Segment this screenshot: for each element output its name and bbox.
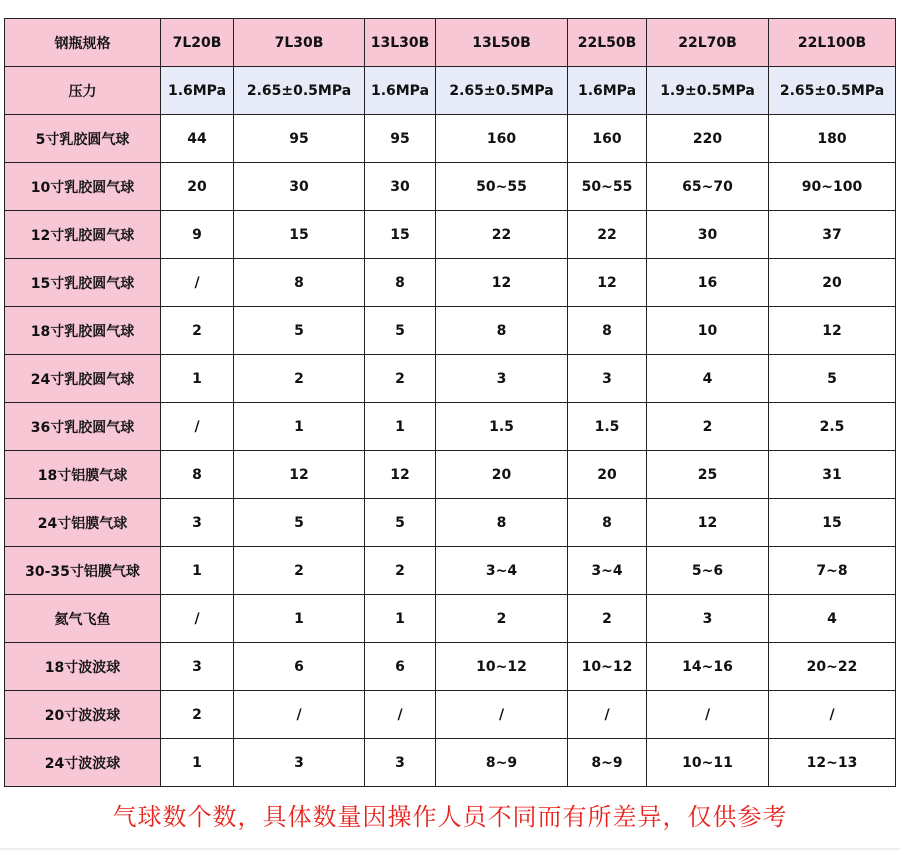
value-cell: 3 bbox=[161, 643, 234, 691]
value-cell: 3~4 bbox=[568, 547, 647, 595]
value-cell: / bbox=[161, 595, 234, 643]
value-cell: / bbox=[769, 691, 896, 739]
table-row bbox=[5, 643, 896, 691]
bottom-divider bbox=[0, 848, 900, 850]
value-cell: 10~12 bbox=[436, 643, 568, 691]
value-cell: 30 bbox=[234, 163, 365, 211]
value-cell: 13L30B bbox=[365, 19, 436, 67]
table-row bbox=[5, 211, 896, 259]
value-cell: 8 bbox=[234, 259, 365, 307]
value-cell: 2 bbox=[365, 547, 436, 595]
table-row bbox=[5, 259, 896, 307]
value-cell: 9 bbox=[161, 211, 234, 259]
value-cell: 95 bbox=[365, 115, 436, 163]
value-cell: 7L30B bbox=[234, 19, 365, 67]
value-cell: 2 bbox=[647, 403, 769, 451]
table-row bbox=[5, 547, 896, 595]
row-label-cell: 10寸乳胶圆气球 bbox=[5, 163, 161, 211]
value-cell: 12 bbox=[647, 499, 769, 547]
value-cell: 3 bbox=[161, 499, 234, 547]
value-cell: 1 bbox=[161, 355, 234, 403]
value-cell: 13L50B bbox=[436, 19, 568, 67]
value-cell: 2.65±0.5MPa bbox=[436, 67, 568, 115]
value-cell: 10~11 bbox=[647, 739, 769, 787]
row-label-cell: 24寸波波球 bbox=[5, 739, 161, 787]
value-cell: 12 bbox=[568, 259, 647, 307]
value-cell: 2.65±0.5MPa bbox=[234, 67, 365, 115]
value-cell: 22L70B bbox=[647, 19, 769, 67]
value-cell: 12~13 bbox=[769, 739, 896, 787]
value-cell: 20 bbox=[769, 259, 896, 307]
value-cell: 22 bbox=[436, 211, 568, 259]
value-cell: 7L20B bbox=[161, 19, 234, 67]
value-cell: 3 bbox=[436, 355, 568, 403]
value-cell: 1.6MPa bbox=[568, 67, 647, 115]
value-cell: 16 bbox=[647, 259, 769, 307]
value-cell: 6 bbox=[234, 643, 365, 691]
value-cell: 30 bbox=[647, 211, 769, 259]
table-row bbox=[5, 403, 896, 451]
value-cell: 7~8 bbox=[769, 547, 896, 595]
value-cell: 3~4 bbox=[436, 547, 568, 595]
table-row bbox=[5, 691, 896, 739]
value-cell: 1 bbox=[161, 547, 234, 595]
value-cell: 1 bbox=[161, 739, 234, 787]
row-label-cell: 24寸铝膜气球 bbox=[5, 499, 161, 547]
value-cell: 44 bbox=[161, 115, 234, 163]
value-cell: 90~100 bbox=[769, 163, 896, 211]
value-cell: / bbox=[161, 259, 234, 307]
value-cell: 12 bbox=[365, 451, 436, 499]
value-cell: 8 bbox=[568, 499, 647, 547]
table-row bbox=[5, 163, 896, 211]
table-row bbox=[5, 115, 896, 163]
value-cell: 1.6MPa bbox=[161, 67, 234, 115]
value-cell: / bbox=[568, 691, 647, 739]
value-cell: 180 bbox=[769, 115, 896, 163]
row-label-cell: 氦气飞鱼 bbox=[5, 595, 161, 643]
value-cell: 3 bbox=[234, 739, 365, 787]
row-label-cell: 18寸乳胶圆气球 bbox=[5, 307, 161, 355]
value-cell: 12 bbox=[769, 307, 896, 355]
value-cell: 22L100B bbox=[769, 19, 896, 67]
value-cell: 5 bbox=[365, 307, 436, 355]
value-cell: / bbox=[647, 691, 769, 739]
value-cell: 8 bbox=[161, 451, 234, 499]
value-cell: 2 bbox=[436, 595, 568, 643]
value-cell: 2 bbox=[234, 547, 365, 595]
value-cell: 2 bbox=[161, 307, 234, 355]
value-cell: 5 bbox=[234, 499, 365, 547]
value-cell: 15 bbox=[234, 211, 365, 259]
row-label-cell: 18寸波波球 bbox=[5, 643, 161, 691]
value-cell: 160 bbox=[436, 115, 568, 163]
value-cell: 2.5 bbox=[769, 403, 896, 451]
value-cell: 5 bbox=[234, 307, 365, 355]
value-cell: 22L50B bbox=[568, 19, 647, 67]
value-cell: 65~70 bbox=[647, 163, 769, 211]
value-cell: 5~6 bbox=[647, 547, 769, 595]
value-cell: 3 bbox=[568, 355, 647, 403]
value-cell: 2 bbox=[161, 691, 234, 739]
value-cell: 5 bbox=[365, 499, 436, 547]
value-cell: 1.5 bbox=[568, 403, 647, 451]
row-label-cell: 12寸乳胶圆气球 bbox=[5, 211, 161, 259]
value-cell: / bbox=[365, 691, 436, 739]
header-row bbox=[5, 19, 896, 67]
value-cell: 8~9 bbox=[568, 739, 647, 787]
row-label-cell: 24寸乳胶圆气球 bbox=[5, 355, 161, 403]
value-cell: 8 bbox=[436, 499, 568, 547]
value-cell: 50~55 bbox=[568, 163, 647, 211]
row-label-cell: 5寸乳胶圆气球 bbox=[5, 115, 161, 163]
value-cell: 15 bbox=[365, 211, 436, 259]
value-cell: / bbox=[234, 691, 365, 739]
value-cell: 160 bbox=[568, 115, 647, 163]
value-cell: 37 bbox=[769, 211, 896, 259]
row-label-cell: 18寸铝膜气球 bbox=[5, 451, 161, 499]
row-label-cell: 钢瓶规格 bbox=[5, 19, 161, 67]
value-cell: 2 bbox=[365, 355, 436, 403]
table-row bbox=[5, 355, 896, 403]
value-cell: 220 bbox=[647, 115, 769, 163]
pressure-row bbox=[5, 67, 896, 115]
value-cell: 10 bbox=[647, 307, 769, 355]
value-cell: 1.6MPa bbox=[365, 67, 436, 115]
value-cell: 1 bbox=[234, 403, 365, 451]
value-cell: 3 bbox=[365, 739, 436, 787]
value-cell: 20~22 bbox=[769, 643, 896, 691]
value-cell: 30 bbox=[365, 163, 436, 211]
value-cell: 3 bbox=[647, 595, 769, 643]
value-cell: 2 bbox=[568, 595, 647, 643]
value-cell: 1.5 bbox=[436, 403, 568, 451]
value-cell: 8 bbox=[568, 307, 647, 355]
value-cell: 8 bbox=[365, 259, 436, 307]
value-cell: 8~9 bbox=[436, 739, 568, 787]
row-label-cell: 15寸乳胶圆气球 bbox=[5, 259, 161, 307]
table-row bbox=[5, 595, 896, 643]
value-cell: 6 bbox=[365, 643, 436, 691]
value-cell: 12 bbox=[234, 451, 365, 499]
value-cell: 1 bbox=[365, 403, 436, 451]
value-cell: 20 bbox=[161, 163, 234, 211]
value-cell: 20 bbox=[568, 451, 647, 499]
value-cell: / bbox=[161, 403, 234, 451]
value-cell: 15 bbox=[769, 499, 896, 547]
value-cell: 4 bbox=[769, 595, 896, 643]
row-label-cell: 压力 bbox=[5, 67, 161, 115]
table-row bbox=[5, 499, 896, 547]
value-cell: 1 bbox=[234, 595, 365, 643]
value-cell: 20 bbox=[436, 451, 568, 499]
table-row bbox=[5, 451, 896, 499]
row-label-cell: 36寸乳胶圆气球 bbox=[5, 403, 161, 451]
value-cell: 2.65±0.5MPa bbox=[769, 67, 896, 115]
value-cell: 31 bbox=[769, 451, 896, 499]
row-label-cell: 20寸波波球 bbox=[5, 691, 161, 739]
value-cell: 2 bbox=[234, 355, 365, 403]
footnote-disclaimer: 气球数个数，具体数量因操作人员不同而有所差异，仅供参考 bbox=[112, 803, 788, 831]
value-cell: 1.9±0.5MPa bbox=[647, 67, 769, 115]
table-row bbox=[5, 739, 896, 787]
table-row bbox=[5, 307, 896, 355]
value-cell: 25 bbox=[647, 451, 769, 499]
value-cell: 14~16 bbox=[647, 643, 769, 691]
value-cell: 95 bbox=[234, 115, 365, 163]
value-cell: 50~55 bbox=[436, 163, 568, 211]
balloon-capacity-table bbox=[4, 18, 896, 787]
value-cell: / bbox=[436, 691, 568, 739]
value-cell: 1 bbox=[365, 595, 436, 643]
value-cell: 8 bbox=[436, 307, 568, 355]
value-cell: 12 bbox=[436, 259, 568, 307]
value-cell: 4 bbox=[647, 355, 769, 403]
value-cell: 10~12 bbox=[568, 643, 647, 691]
value-cell: 22 bbox=[568, 211, 647, 259]
row-label-cell: 30-35寸铝膜气球 bbox=[5, 547, 161, 595]
value-cell: 5 bbox=[769, 355, 896, 403]
